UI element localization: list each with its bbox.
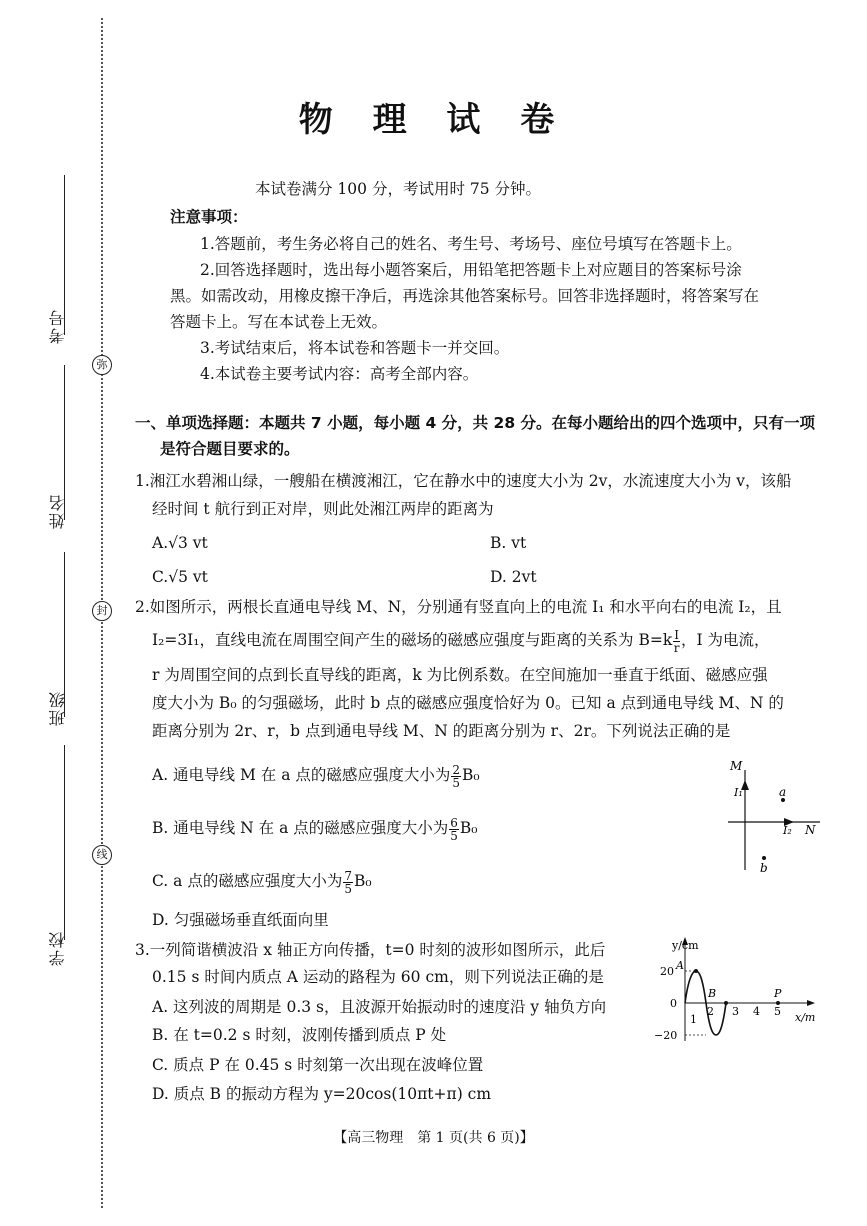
label-n: N	[805, 823, 816, 837]
q3-stem-cont: 0.15 s 时间内质点 A 运动的路程为 60 cm，则下列说法正确的是	[152, 968, 604, 986]
y-tick-neg20: −20	[654, 1029, 678, 1042]
notice-item: 3.考试结束后，将本试卷和答题卡一并交回。	[200, 339, 510, 357]
x-tick-2: 2	[707, 1005, 714, 1018]
q1-option-d[interactable]: D. 2vt	[490, 568, 537, 586]
q2-stem-line5: 距离分别为 2r、r，b 点到通电导线 M、N 的距离分别为 r、2r。下列说法正确的是	[152, 722, 731, 740]
page-title: 物 理 试 卷	[298, 100, 569, 140]
q2-option-d[interactable]: D. 匀强磁场垂直纸面向里	[152, 911, 329, 929]
x-tick-3: 3	[732, 1005, 739, 1018]
banji-blank[interactable]	[64, 552, 65, 717]
point-b	[762, 856, 766, 860]
q2-stem-line2	[152, 627, 770, 654]
label-i2: I₂	[783, 824, 792, 837]
q2-option-c[interactable]	[152, 868, 372, 895]
option-text: C. a 点的磁感应强度大小为	[152, 872, 343, 890]
y-tick-20: 20	[660, 965, 674, 978]
label-m: M	[730, 759, 743, 773]
q1-option-b[interactable]: B. vt	[490, 534, 527, 552]
q1-stem: 1.湘江水碧湘山绿，一艘船在横渡湘江，它在静水中的速度大小为 2v，水流速度大小为 v，该船	[135, 472, 792, 490]
section-heading: 一、单项选择题：本题共 7 小题，每小题 4 分，共 28 分。在每小题给出的四个选项中，只有一项	[135, 414, 816, 432]
option-frac	[451, 764, 461, 789]
label-b: b	[760, 861, 768, 875]
q2-stem-line2a: I₂=3I₁，直线电流在周围空间产生的磁场的磁感应强度与距离的关系为 B=k	[152, 631, 673, 649]
option-unit: B₀	[353, 872, 372, 890]
q3-option-b[interactable]: B. 在 t=0.2 s 时刻，波刚传播到质点 P 处	[152, 1026, 447, 1044]
frac-num: 2	[452, 762, 461, 777]
option-unit: B₀	[462, 766, 480, 784]
notice-item: 答题卡上。写在本试卷上无效。	[170, 313, 388, 331]
seal-mi: 弥	[92, 355, 112, 375]
q2-stem-line4: 度大小为 B₀ 的匀强磁场，此时 b 点的磁感应强度恰好为 0。已知 a 点到通电导线 M、N 的	[152, 694, 784, 712]
frac-num: I	[674, 627, 679, 642]
notice-item: 2.回答选择题时，选出每小题答案后，用铅笔把答题卡上对应题目的答案标号涂	[200, 261, 742, 279]
xingming-blank[interactable]	[64, 365, 65, 520]
seal-feng: 封	[92, 601, 112, 621]
x-tick-4: 4	[753, 1005, 760, 1018]
y-axis-label: y/cm	[672, 939, 699, 952]
page-footer: 【高三物理 第 1 页(共 6 页)】	[333, 1130, 534, 1146]
q2-stem-line3: r 为周围空间的点到长直导线的距离，k 为比例系数。在空间施加一垂直于纸面、磁感应强	[152, 666, 768, 684]
label-p: P	[774, 987, 782, 1000]
x-axis-label: x/m	[795, 1011, 816, 1024]
frac-den: r	[673, 640, 680, 655]
frac-num: 7	[344, 868, 352, 883]
option-frac	[343, 870, 353, 895]
option-frac	[449, 817, 459, 842]
label-a: a	[779, 785, 787, 799]
notice-item: 4.本试卷主要考试内容：高考全部内容。	[200, 365, 479, 383]
q2-stem-line2b: ，I 为电流，	[680, 631, 770, 649]
x-arrow-icon	[807, 1000, 815, 1006]
xuexiao-blank[interactable]	[64, 745, 65, 940]
notice-item: 1.答题前，考生务必将自己的姓名、考生号、考场号、座位号填写在答题卡上。	[200, 235, 742, 253]
label-xingming: 姓名	[48, 493, 67, 529]
q3-option-d[interactable]: D. 质点 B 的振动方程为 y=20cos(10πt+π) cm	[152, 1085, 492, 1103]
y-tick-0: 0	[670, 997, 677, 1010]
seal-xian: 线	[92, 845, 112, 865]
q2-option-a[interactable]	[152, 762, 480, 789]
label-xuexiao: 学校	[48, 930, 67, 966]
label-banji: 班级	[48, 690, 67, 726]
notice-item: 黑。如需改动，用橡皮擦干净后，再选涂其他答案标号。回答非选择题时，将答案写在	[170, 287, 760, 305]
option-unit: B₀	[459, 819, 478, 837]
q1-option-a[interactable]: A.√3 vt	[152, 534, 208, 552]
q1-option-c[interactable]: C.√5 vt	[152, 568, 208, 586]
option-text: B. 通电导线 N 在 a 点的磁感应强度大小为	[152, 819, 449, 837]
label-i1: I₁	[734, 786, 743, 799]
point-p	[776, 1001, 780, 1005]
frac-num: 6	[450, 815, 458, 830]
kaohao-blank[interactable]	[64, 175, 65, 335]
section-heading-cont: 是符合题目要求的。	[160, 440, 300, 458]
x-tick-5: 5	[774, 1005, 781, 1018]
q1-stem-cont: 经时间 t 航行到正对岸，则此处湘江两岸的距离为	[152, 500, 494, 518]
frac-den: 5	[452, 775, 461, 790]
point-b	[724, 1001, 728, 1005]
q3-option-c[interactable]: C. 质点 P 在 0.45 s 时刻第一次出现在波峰位置	[152, 1056, 484, 1074]
intro-text: 本试卷满分 100 分，考试用时 75 分钟。	[255, 180, 542, 198]
label-a: A	[676, 959, 684, 972]
notice-heading: 注意事项：	[170, 208, 248, 226]
q2-frac-i-over-r	[673, 629, 680, 654]
option-text: A. 通电导线 M 在 a 点的磁感应强度大小为	[152, 766, 451, 784]
q3-wave-figure	[640, 935, 820, 1047]
point-a	[694, 969, 698, 973]
q3-option-a[interactable]: A. 这列波的周期是 0.3 s，且波源开始振动时的速度沿 y 轴负方向	[152, 998, 607, 1016]
label-kaohao: 考号	[48, 308, 67, 344]
x-tick-1: 1	[690, 1013, 697, 1026]
q3-stem: 3.一列简谐横波沿 x 轴正方向传播，t=0 时刻的波形如图所示，此后	[135, 941, 606, 959]
q2-stem: 2.如图所示，两根长直通电导线 M、N，分别通有竖直向上的电流 I₁ 和水平向右的电流 I₂，且	[135, 598, 782, 616]
q2-figure	[720, 752, 830, 877]
frac-den: 5	[450, 828, 458, 843]
label-b: B	[708, 987, 717, 1000]
frac-den: 5	[344, 881, 352, 896]
q2-option-b[interactable]	[152, 815, 478, 842]
